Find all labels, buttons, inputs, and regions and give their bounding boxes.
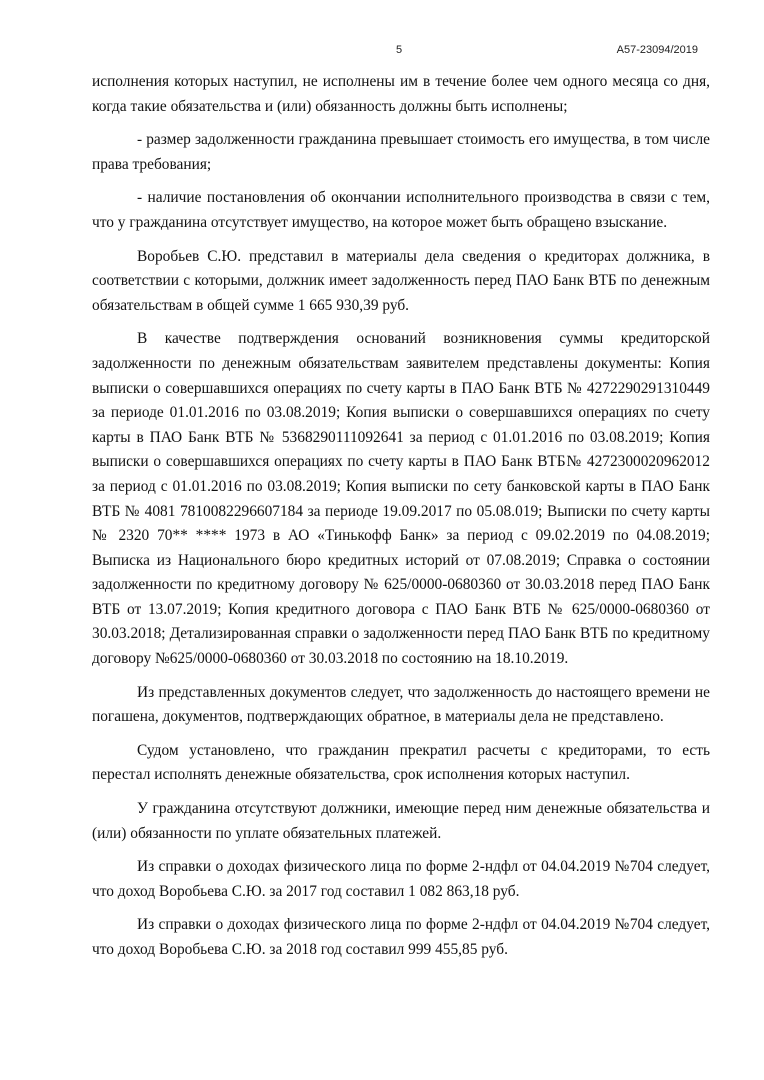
paragraph-documents-list: В качестве подтверждения оснований возникновения суммы кредиторской задолженности по денежным обязательствам заявителем представлены документы: Копия выписки о совершавшихся операциях по счету карты в ПАО Банк ВТБ № 4272290291310449 за периоде 01.01.2016 по 03.08.2019; Копия выписки о совершавшихся операциях по счету карты в ПАО Банк ВТБ № 5368290111092641 за период с 01.01.2016 по 03.08.2019; Копия выписки о совершавшихся операциях по счету карты в ПАО Банк ВТБ№ 4272300020962012 за период с 01.01.2016 по 03.08.2019; Копия выписки по сету банковской карты в ПАО Банк ВТБ № 4081 7810082296607184 за периоде 19.09.2017 по 05.08.019; Выписки по счету карты № 2320 70** **** 1973 в АО «Тинькофф Банк» за период с 09.02.2019 по 04.08.2019; Выписка из Национального бюро кредитных историй от 07.08.2019; Справка о состоянии задолженности по кредитному договору № 625/0000-0680360 от 30.03.2018 перед ПАО Банк ВТБ от 13.07.2019; Копия кредитного договора с ПАО Банк ВТБ № 625/0000-0680360 от 30.03.2018; Детализированная справки о задолженности перед ПАО Банк ВТБ по кредитному договору №625/0000-0680360 от 30.03.2018 по состоянию на 18.10.2019. <box>92 330 710 668</box>
paragraph-enforcement-decree: - наличие постановления об окончании исполнительного производства в связи с тем, что у гражданина отсутствует имущество, на которое может быть обращено взыскание. <box>92 189 710 231</box>
paragraph-income-2017: Из справки о доходах физического лица по форме 2-ндфл от 04.04.2019 №704 следует, что доход Воробьева С.Ю. за 2017 год составил 1 082 863,18 руб. <box>92 858 710 900</box>
paragraph-income-2018: Из справки о доходах физического лица по форме 2-ндфл от 04.04.2019 №704 следует, что доход Воробьева С.Ю. за 2018 год составил 999 455,85 руб. <box>92 916 710 958</box>
paragraph-no-debtors: У гражданина отсутствуют должники, имеющие перед ним денежные обязательства и (или) обязанности по уплате обязательных платежей. <box>92 800 710 842</box>
paragraph-court-established: Судом установлено, что гражданин прекратил расчеты с кредиторами, то есть перестал исполнять денежные обязательства, срок исполнения которых наступил. <box>92 741 710 784</box>
case-number: А57-23094/2019 <box>616 44 698 56</box>
page-number: 5 <box>396 44 403 56</box>
paragraph-debt-not-repaid: Из представленных документов следует, что задолженность до настоящего времени не погашена, документов, подтверждающих обратное, в материалы дела не представлено. <box>92 683 710 726</box>
document-body <box>92 70 710 963</box>
paragraph-debt-exceeds-property: - размер задолженности гражданина превышает стоимость его имущества, в том числе права требования; <box>92 131 710 173</box>
paragraph-creditors-info: Воробьев С.Ю. представил в материалы дела сведения о кредиторах должника, в соответствии с которыми, должник имеет задолженность перед ПАО Банк ВТБ по денежным обязательствам в общей сумме 1 665 930,39 руб. <box>92 247 710 314</box>
paragraph-continuation: исполнения которых наступил, не исполнены им в течение более чем одного месяца со дня, когда такие обязательства и (или) обязанность должны быть исполнены; <box>92 73 710 115</box>
